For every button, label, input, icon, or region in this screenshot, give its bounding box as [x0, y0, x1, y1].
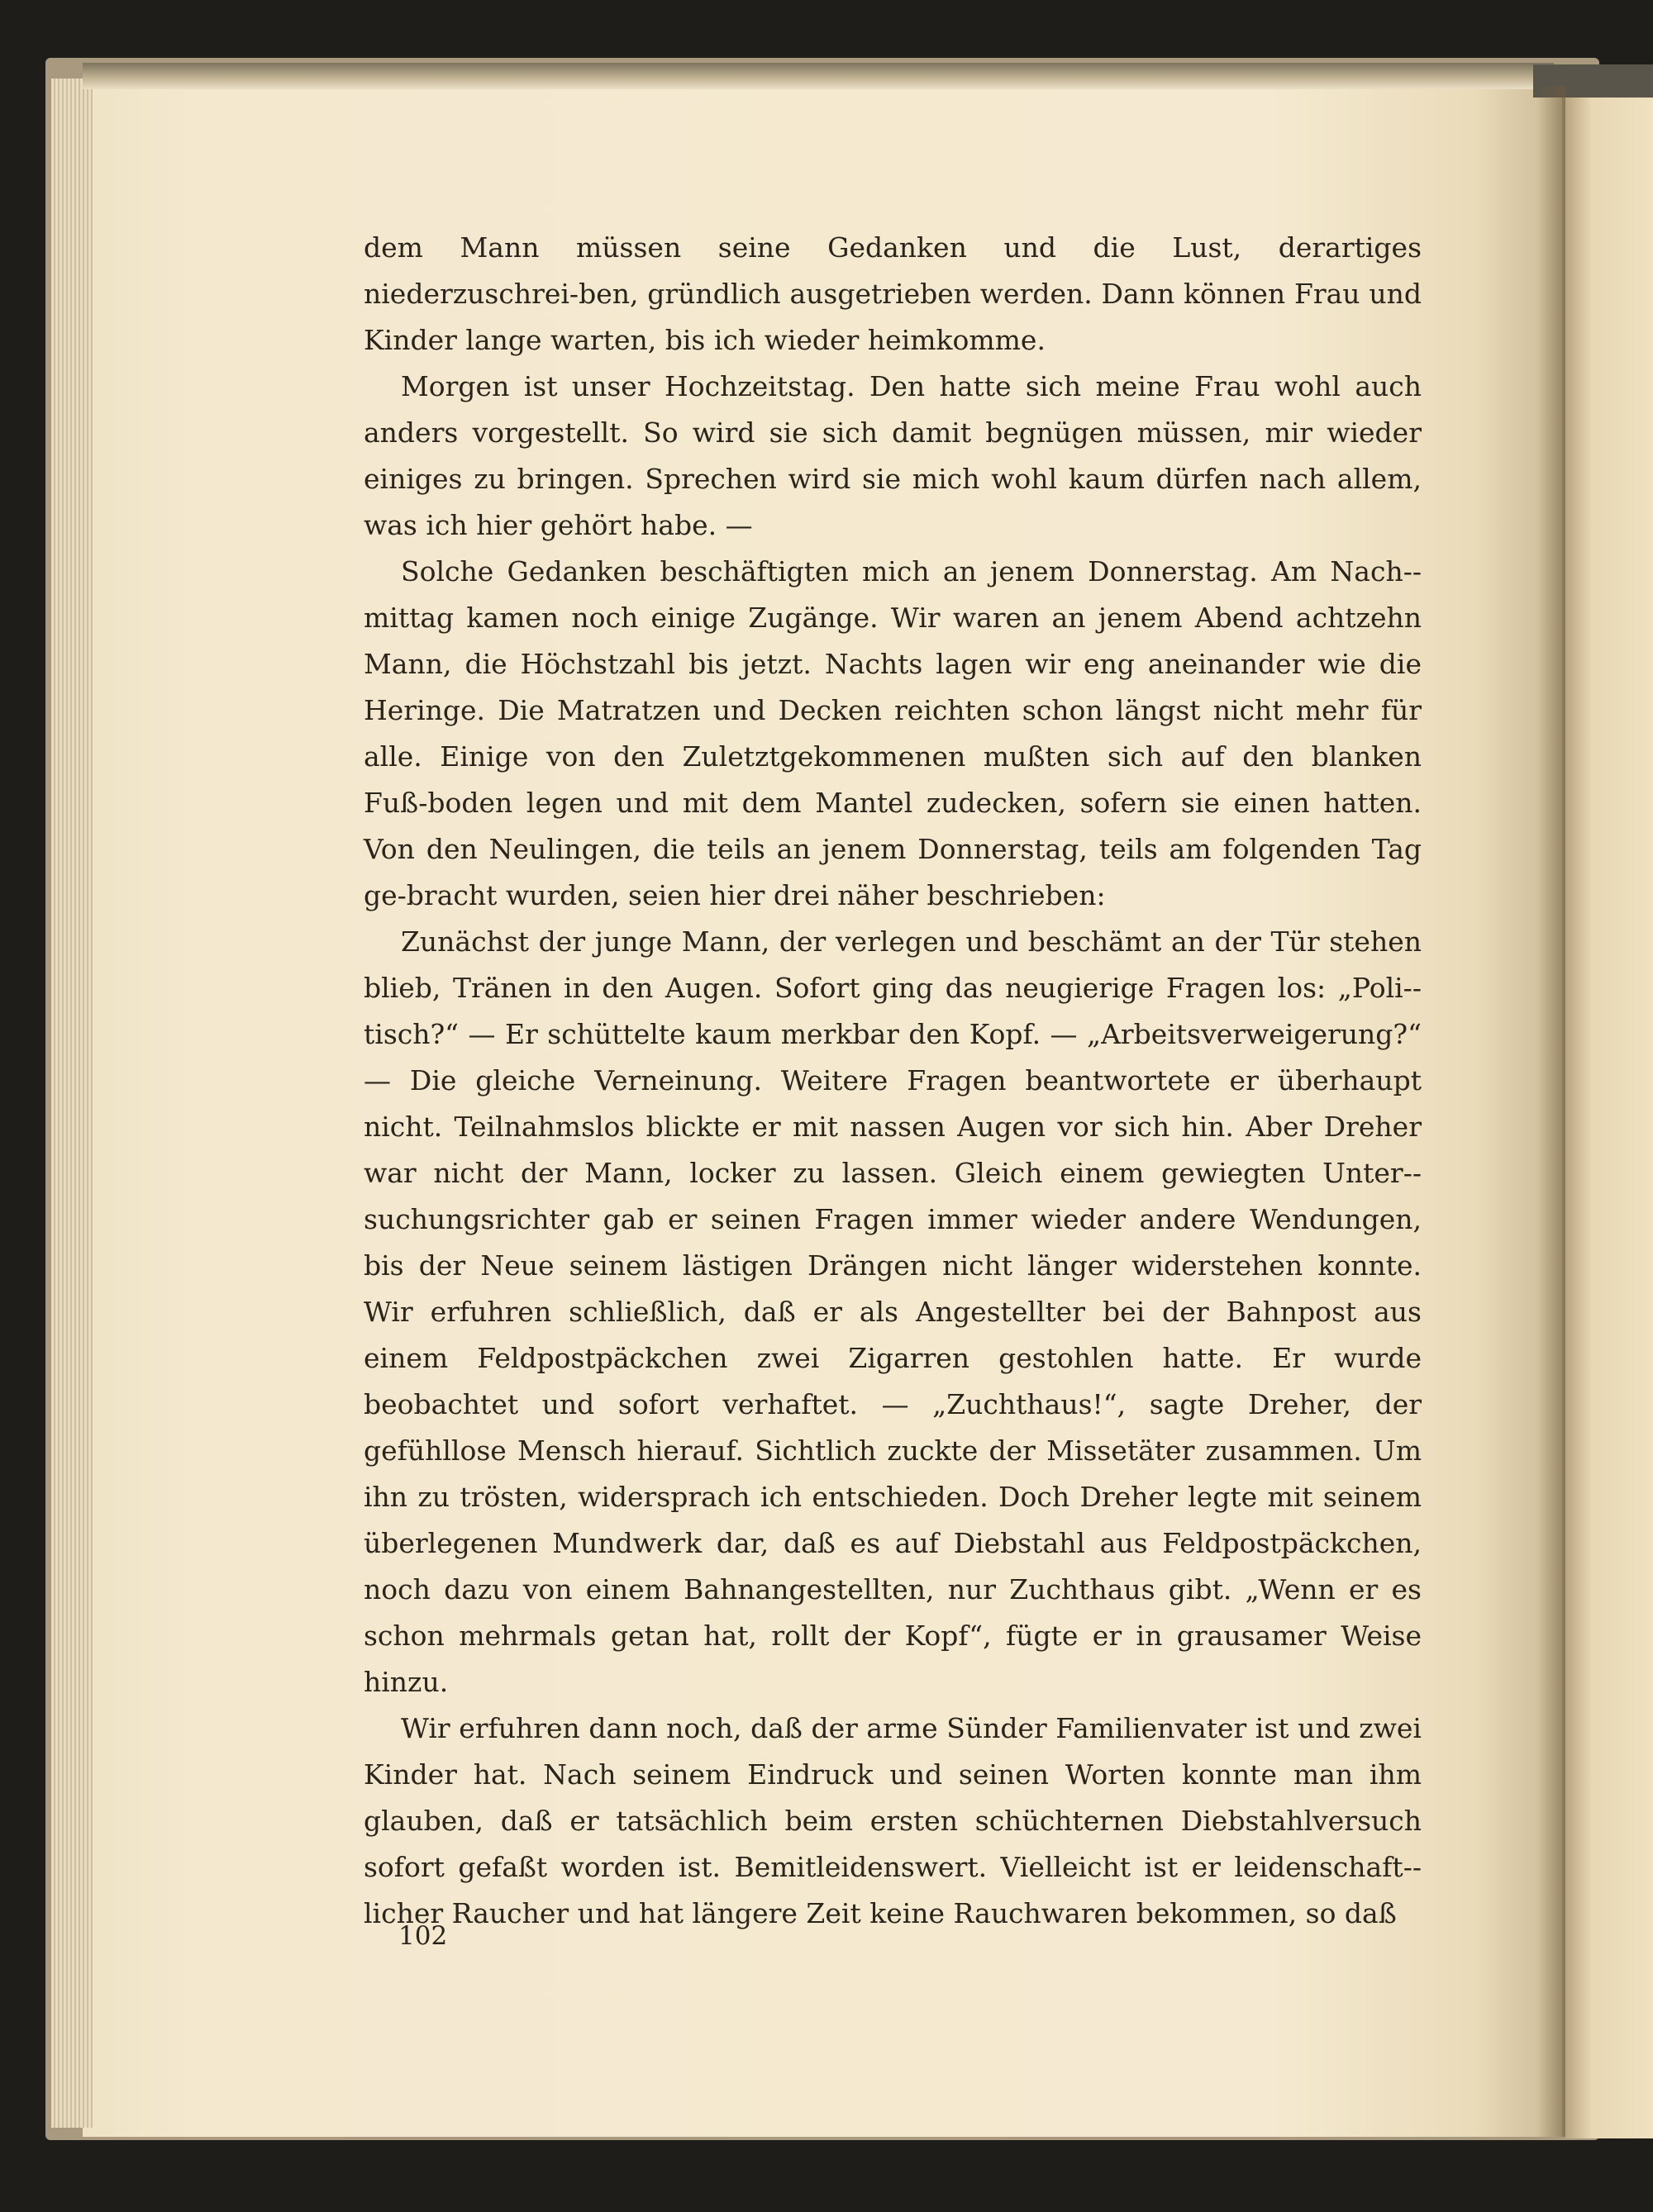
paragraph: Wir erfuhren dann noch, daß der arme Sünder Familienvater ist und zwei Kinder hat. Nach seinem Eindruck und seinen Worten konnte man ihm glauben, daß er tatsächlich beim ersten schüchternen Diebstahlversuch sofort gefaßt worden ist. Bemitleidenswert. Vielleicht ist er leidenschaft-licher Raucher und hat längere Zeit keine Rauchwaren bekommen, so daß: [364, 1712, 1422, 1929]
page-number: 102: [398, 1921, 448, 1951]
paragraph: Solche Gedanken beschäftigten mich an jenem Donnerstag. Am Nach-mittag kamen noch einige Zugänge. Wir waren an jenem Abend achtzehn Mann, die Höchstzahl bis jetzt. Nachts lagen wir eng aneinander wie die Heringe. Die Matratzen und Decken reichten schon längst nicht mehr für alle. Einige von den Zuletztgekommenen mußten sich auf den blanken Fuß-boden legen und mit dem Mantel zudecken, sofern sie einen hatten. Von den Neulingen, die teils an jenem Donnerstag, teils am folgenden Tag ge-bracht wurden, seien hier drei näher beschrieben:: [364, 555, 1422, 911]
page-stack-edge: [51, 78, 93, 2128]
gutter-shadow: [1537, 86, 1565, 2137]
paragraph: Morgen ist unser Hochzeitstag. Den hatte sich meine Frau wohl auch anders vorgestellt. So wird sie sich damit begnügen müssen, mir wieder einiges zu bringen. Sprechen wird sie mich wohl kaum dürfen nach allem, was ich hier gehört habe. —: [364, 370, 1422, 541]
facing-page-edge: [1565, 98, 1653, 2138]
paragraph: dem Mann müssen seine Gedanken und die Lust, derartiges niederzuschrei-ben, gründlich ausgetrieben werden. Dann können Frau und Kinder lange warten, bis ich wieder heimkomme.: [364, 231, 1422, 356]
top-page-edge: [83, 63, 1554, 89]
paragraph: Zunächst der junge Mann, der verlegen und beschämt an der Tür stehen blieb, Tränen in den Augen. Sofort ging das neugierige Fragen los: „Poli-tisch?“ — Er schüttelte kaum merkbar den Kopf. — „Arbeitsverweigerung?“ — Die gleiche Verneinung. Weitere Fragen beantwortete er überhaupt nicht. Teilnahmslos blickte er mit nassen Augen vor sich hin. Aber Dreher war nicht der Mann, locker zu lassen. Gleich einem gewiegten Unter-suchungsrichter gab er seinen Fragen immer wieder andere Wendungen, bis der Neue seinem lästigen Drängen nicht länger widerstehen konnte. Wir erfuhren schließlich, daß er als Angestellter bei der Bahnpost aus einem Feldpostpäckchen zwei Zigarren gestohlen hatte. Er wurde beobachtet und sofort verhaftet. — „Zuchthaus!“, sagte Dreher, der gefühllose Mensch hierauf. Sichtlich zuckte der Missetäter zusammen. Um ihn zu trösten, widersprach ich entschieden. Doch Dreher legte mit seinem überlegenen Mundwerk dar, daß es auf Diebstahl aus Feldpostpäckchen, noch dazu von einem Bahnangestellten, nur Zuchthaus gibt. „Wenn er es schon mehrmals getan hat, rollt der Kopf“, fügte er in grausamer Weise hinzu.: [364, 925, 1422, 1698]
body-text: [364, 225, 1422, 1937]
